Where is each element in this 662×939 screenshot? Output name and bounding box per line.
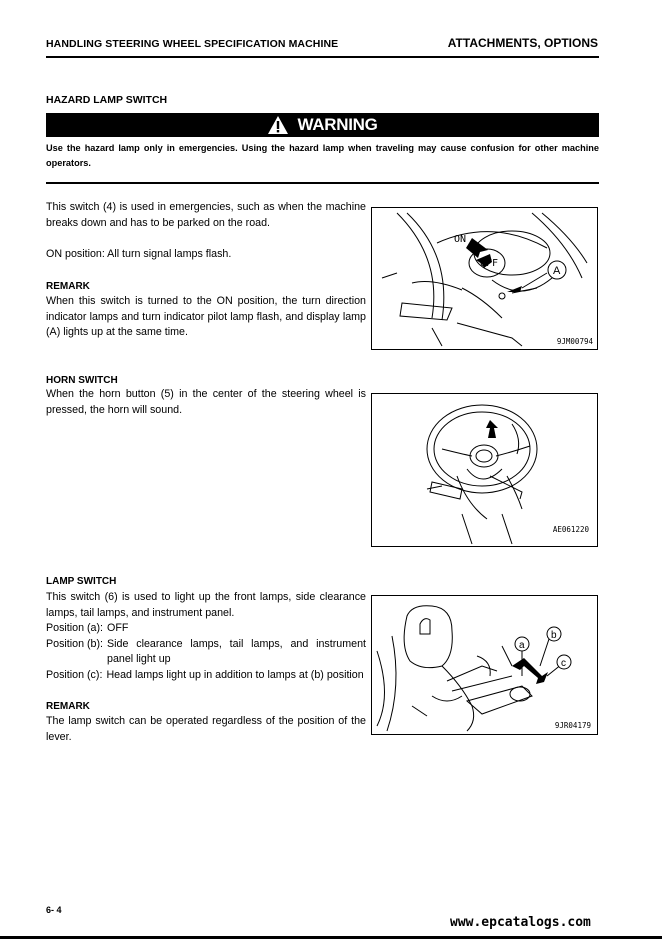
figure-label-on: ON [454,234,467,245]
lamp-positions-list [46,621,366,683]
position-a-text: OFF [107,622,129,634]
lamp-section-title: LAMP SWITCH [46,576,117,587]
horn-text: When the horn button (5) in the center of the steering wheel is pressed, the horn will sound. [46,388,366,416]
figure-label-c: c [561,658,566,669]
running-header-right: ATTACHMENTS, OPTIONS [447,36,598,50]
position-b-row [46,637,366,668]
hazard-remark-title: REMARK [46,281,90,292]
figure-label-a: A [553,265,561,277]
position-c-label: Position (c): [46,668,103,681]
horn-figure-code: AE061220 [552,525,589,534]
hazard-switch-illustration [372,208,597,349]
header-rule [46,56,599,58]
hazard-paragraph-1: This switch (4) is used in emergencies, such as when the machine breaks down and has to be parked on the road. [46,201,366,229]
position-a-label: Position (a): [46,622,104,634]
warning-label: WARNING [297,115,378,134]
site-watermark[interactable]: www.epcatalogs.com [450,915,591,930]
position-b-label: Position (b): [46,637,104,650]
hazard-figure-code: 9JM00794 [556,337,593,346]
warning-text: Use the hazard lamp only in emergencies. Using the hazard lamp when traveling may cause confusion for other machine operators. [46,143,599,168]
warning-triangle-icon [267,115,289,135]
lamp-remark-title: REMARK [46,701,90,712]
figure-label-off: OFF [480,258,499,269]
figure-label-a: a [519,640,525,651]
running-header-left: HANDLING STEERING WHEEL SPECIFICATION MACHINE [46,38,339,50]
position-c-row [46,668,366,684]
position-b-text: Side clearance lamps, tail lamps, and instrument panel light up [107,637,366,666]
hazard-section-title: HAZARD LAMP SWITCH [46,94,168,106]
horn-illustration [372,394,597,546]
lamp-figure-code: 9JR04179 [554,721,591,730]
warning-rule [46,182,599,184]
horn-section-title: HORN SWITCH [46,375,118,386]
lamp-remark-text: The lamp switch can be operated regardless of the position of the lever. [46,715,366,743]
lamp-switch-illustration [372,596,597,734]
figure-label-b: b [551,630,557,641]
position-c-text: Head lamps light up in addition to lamps at (b) position [106,668,364,681]
hazard-switch-figure [371,207,598,350]
horn-switch-figure [371,393,598,547]
position-a-row [46,621,366,637]
lamp-intro: This switch (6) is used to light up the front lamps, side clearance lamps, tail lamps, and instrument panel. [46,591,366,619]
warning-banner [46,113,599,137]
hazard-remark-text: When this switch is turned to the ON position, the turn direction indicator lamps and turn indicator pilot lamp flash, and display lamp (A) lights up at the same time. [46,295,366,339]
lamp-switch-figure [371,595,598,735]
hazard-paragraph-2: ON position: All turn signal lamps flash. [46,248,232,260]
page-number: 6- 4 [46,905,62,915]
